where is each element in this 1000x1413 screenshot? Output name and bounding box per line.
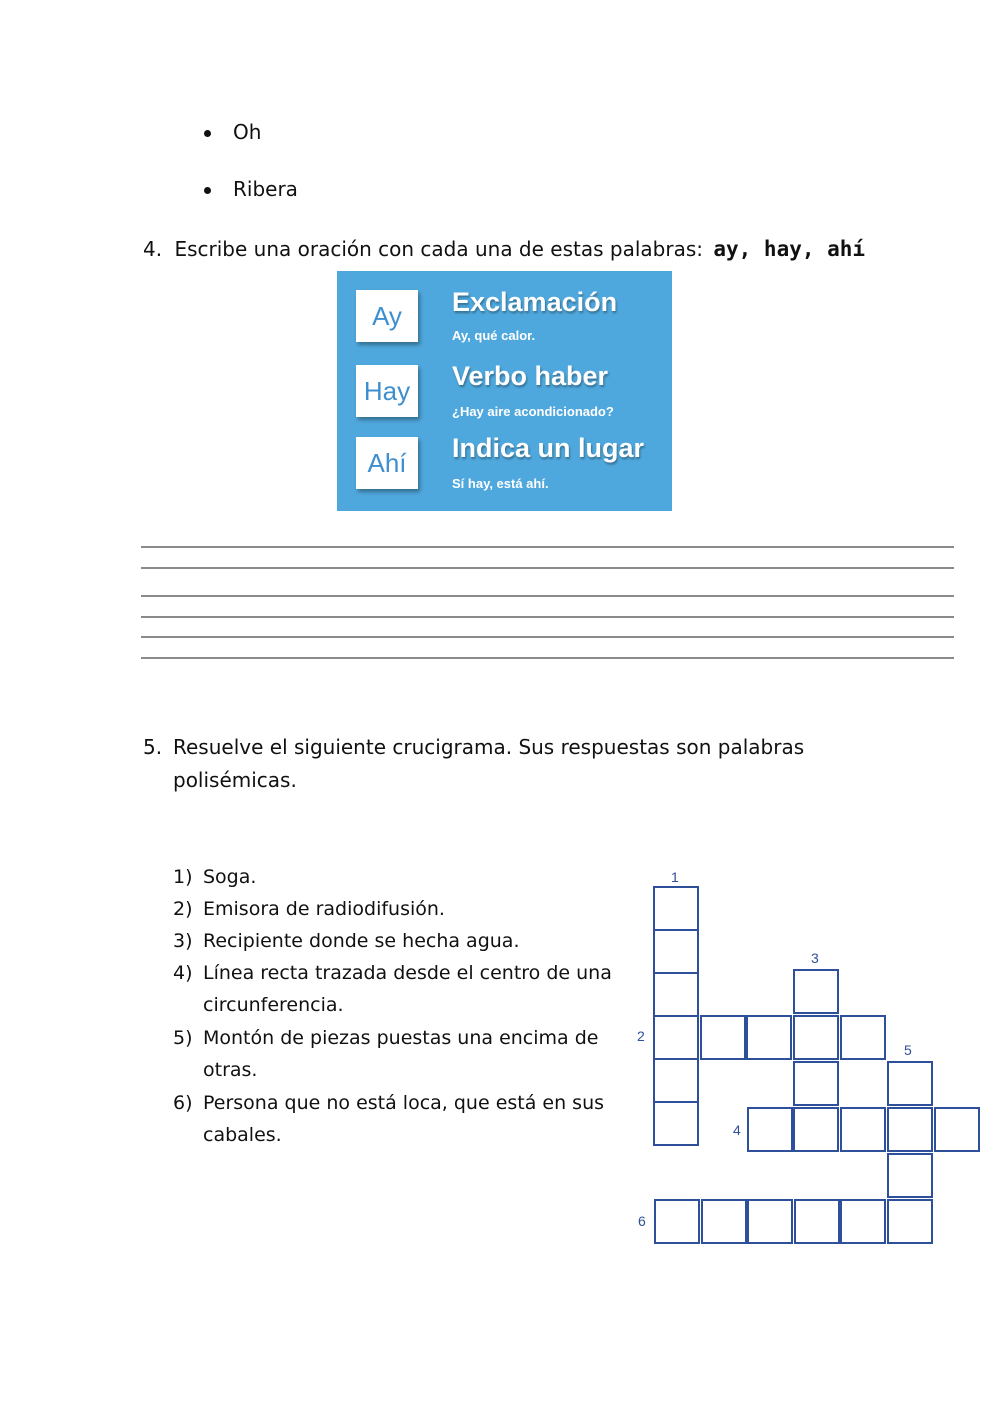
crossword-number: 2 — [637, 1028, 645, 1044]
crossword-number: 1 — [671, 869, 679, 885]
crossword-cell[interactable] — [887, 1199, 933, 1244]
crossword-cell[interactable] — [653, 886, 699, 931]
crossword-cell[interactable] — [653, 1015, 699, 1060]
clue-number: 5) — [173, 1027, 193, 1049]
clue-text: Recipiente donde se hecha agua. — [203, 930, 520, 952]
crossword-cell[interactable] — [700, 1015, 746, 1060]
word-example: Sí hay, está ahí. — [452, 476, 549, 491]
question-number: 5. — [143, 735, 163, 759]
crossword-number: 4 — [733, 1122, 741, 1138]
clue-number: 1) — [173, 866, 193, 888]
crossword-cell[interactable] — [747, 1107, 793, 1152]
crossword-cell[interactable] — [887, 1061, 933, 1106]
clue-number: 4) — [173, 962, 193, 984]
clue-text: Montón de piezas puestas una encima de — [203, 1027, 599, 1049]
crossword-cell[interactable] — [794, 1199, 840, 1244]
crossword-cell[interactable] — [840, 1015, 886, 1060]
clue-number: 2) — [173, 898, 193, 920]
clue-text-continued: cabales. — [203, 1124, 282, 1146]
crossword-cell[interactable] — [793, 1107, 839, 1152]
crossword-cell[interactable] — [654, 1199, 700, 1244]
crossword-cell[interactable] — [793, 969, 839, 1014]
question-text: Resuelve el siguiente crucigrama. Sus respuestas son palabras — [173, 735, 805, 759]
crossword-cell[interactable] — [840, 1107, 886, 1152]
crossword-cell[interactable] — [793, 1061, 839, 1106]
bullet-item: Ribera — [233, 177, 298, 201]
word-example: ¿Hay aire acondicionado? — [452, 404, 614, 419]
crossword-cell[interactable] — [701, 1199, 747, 1244]
word-tile: Ahí — [356, 437, 418, 489]
clue-number: 3) — [173, 930, 193, 952]
word-example: Ay, qué calor. — [452, 328, 536, 343]
crossword-cell[interactable] — [653, 929, 699, 974]
question-text: Escribe una oración con cada una de estas palabras: — [174, 237, 703, 261]
crossword-cell[interactable] — [934, 1107, 980, 1152]
crossword-number: 5 — [904, 1042, 912, 1058]
clue-number: 6) — [173, 1092, 193, 1114]
clue-text: Emisora de radiodifusión. — [203, 898, 445, 920]
word-heading: Verbo haber — [452, 361, 609, 391]
clue-text: Línea recta trazada desde el centro de una — [203, 962, 612, 984]
word-tile: Hay — [356, 365, 418, 417]
crossword-cell[interactable] — [653, 972, 699, 1017]
crossword-cell[interactable] — [887, 1107, 933, 1152]
crossword-number: 6 — [638, 1213, 646, 1229]
question-number: 4. — [143, 237, 163, 261]
crossword-cell[interactable] — [887, 1153, 933, 1198]
word-heading: Exclamación — [452, 287, 618, 317]
word-tile: Ay — [356, 290, 418, 342]
crossword-cell[interactable] — [793, 1015, 839, 1060]
crossword-cell[interactable] — [747, 1199, 793, 1244]
crossword-cell[interactable] — [653, 1058, 699, 1103]
crossword-cell[interactable] — [653, 1101, 699, 1146]
question-text-continued: polisémicas. — [173, 768, 297, 792]
bullet-item: Oh — [233, 120, 262, 144]
clue-text-continued: otras. — [203, 1059, 258, 1081]
crossword-cell[interactable] — [840, 1199, 886, 1244]
question-words: ay, hay, ahí — [713, 237, 866, 261]
crossword-number: 3 — [811, 950, 819, 966]
clue-text: Soga. — [203, 866, 257, 888]
crossword-cell[interactable] — [746, 1015, 792, 1060]
clue-text: Persona que no está loca, que está en sus — [203, 1092, 605, 1114]
word-heading: Indica un lugar — [452, 433, 645, 463]
clue-text-continued: circunferencia. — [203, 994, 344, 1016]
